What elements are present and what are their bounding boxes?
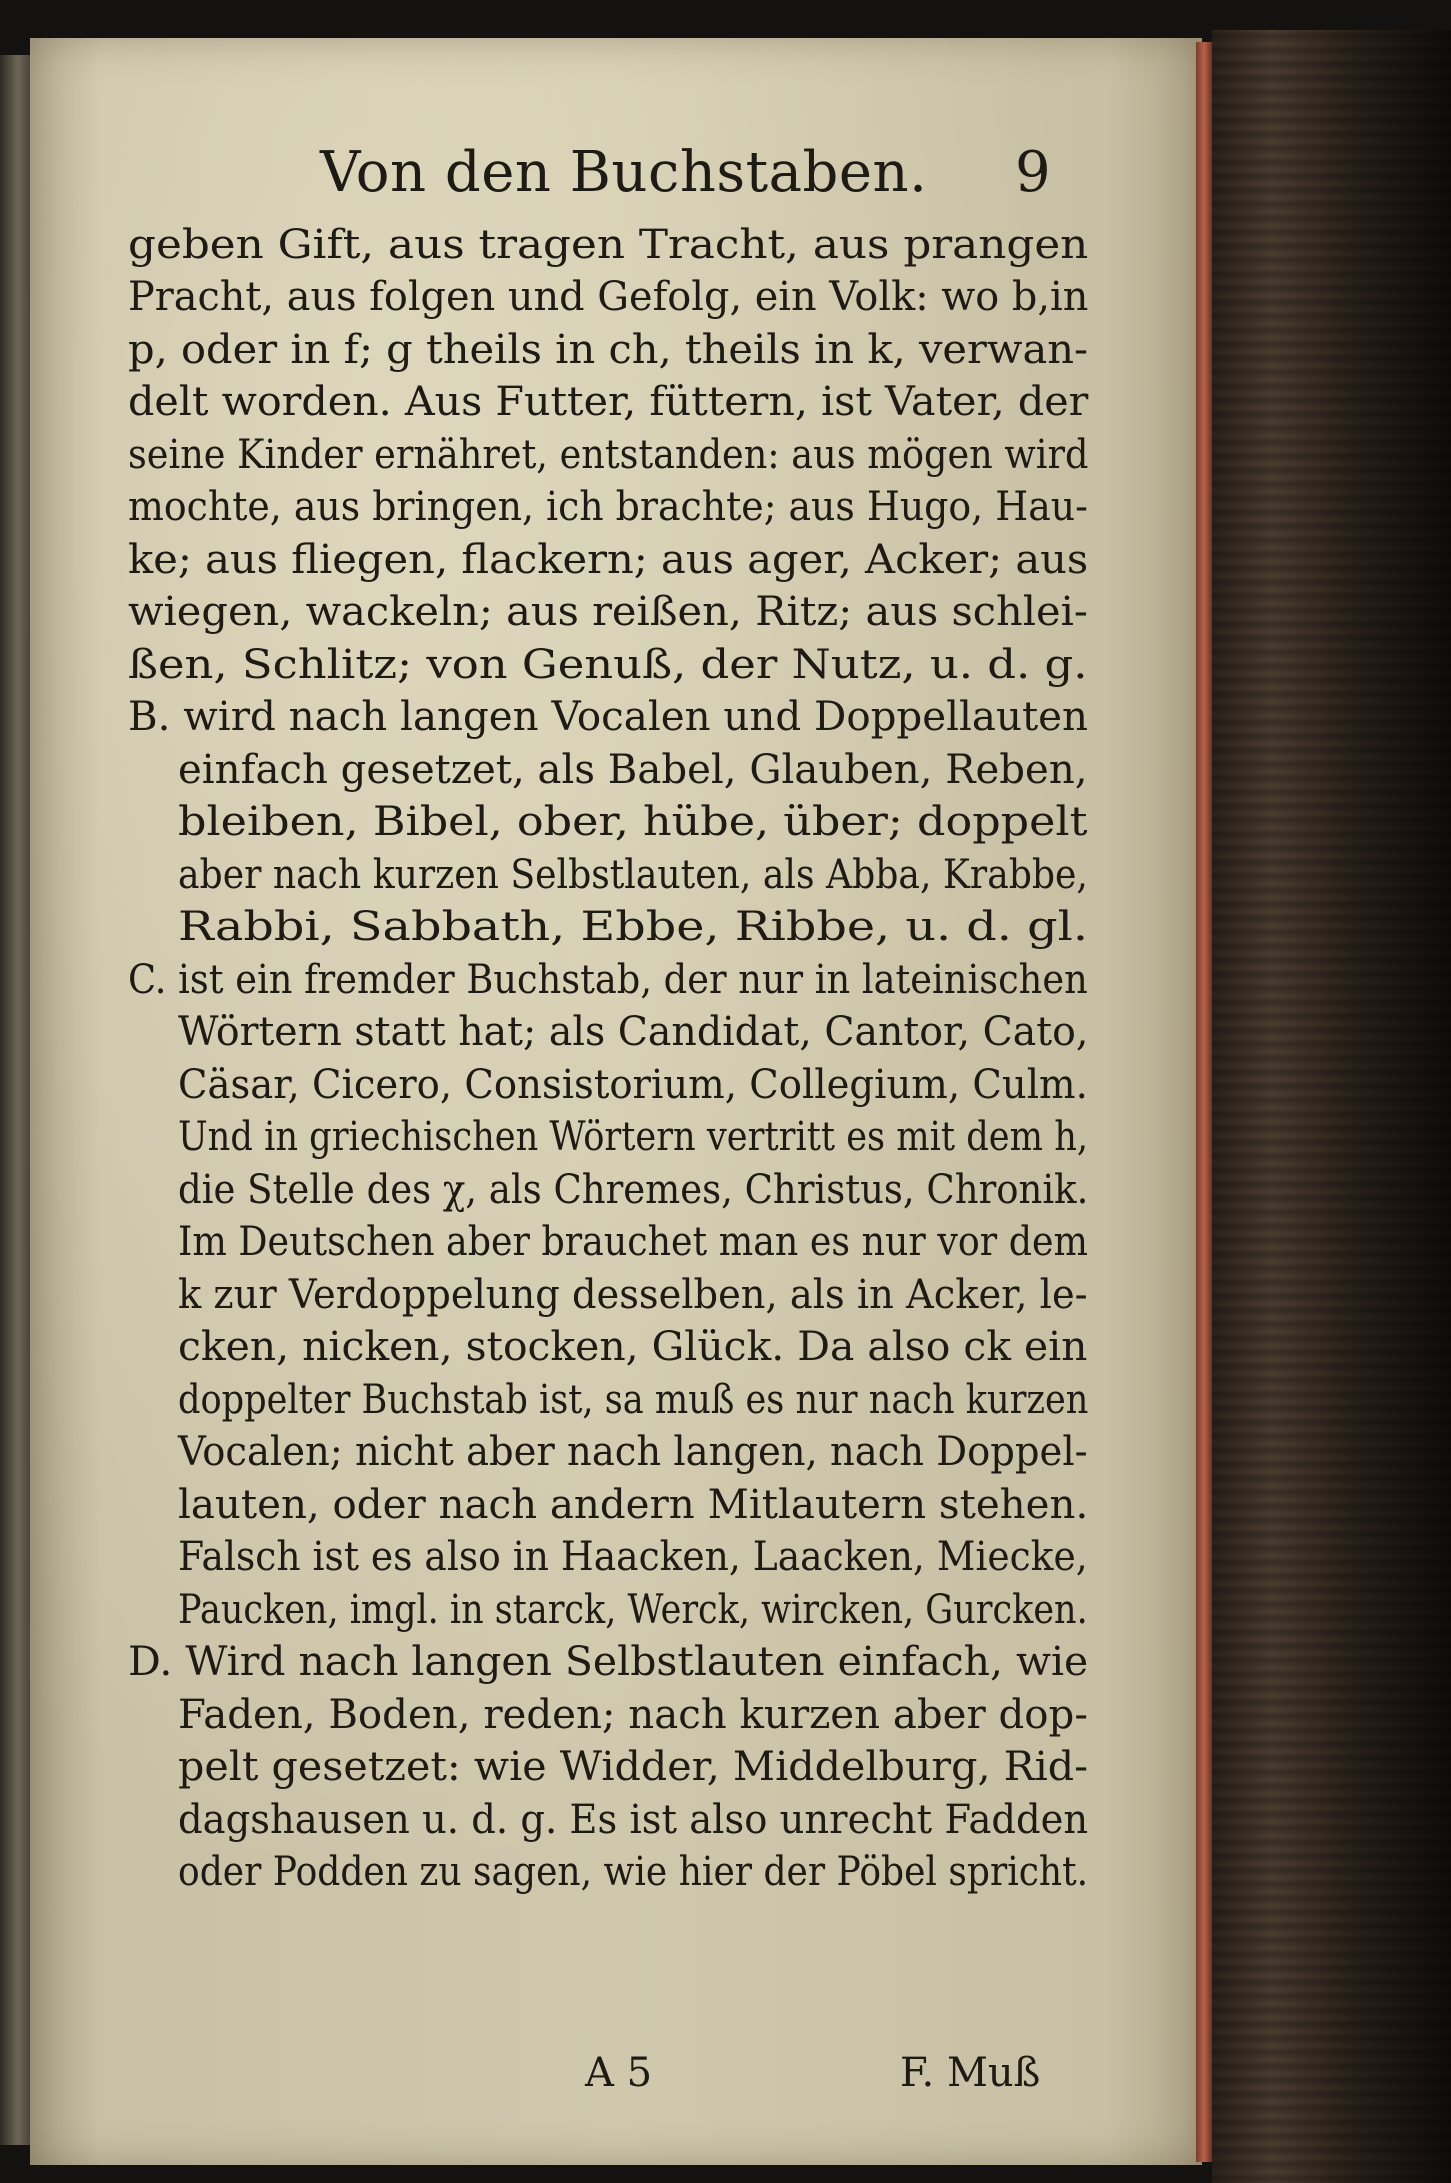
running-head <box>30 138 1202 218</box>
book-binding <box>1212 30 1451 2183</box>
text-line: doppelter Buchstab ist, sa muß es nur nach kurzen <box>178 1377 1089 1423</box>
text-line: ke; aus fliegen, flackern; aus ager, Acker; aus <box>128 537 1089 583</box>
text-line: bleiben, Bibel, ober, hübe, über; doppelt <box>178 799 1088 845</box>
page <box>30 38 1202 2165</box>
text-line: die Stelle des χ, als Chremes, Christus, Chronik. <box>178 1167 1089 1213</box>
catchword: F. Muß <box>900 2050 1041 2096</box>
text-line: Paucken, imgl. in starck, Werck, wircken, Gurcken. <box>178 1587 1088 1633</box>
page-footer <box>30 2048 1202 2108</box>
text-line: ßen, Schlitz; von Genuß, der Nutz, u. d. g. <box>128 642 1088 688</box>
text-line: Im Deutschen aber brauchet man es nur vor dem <box>178 1219 1089 1265</box>
text-line: mochte, aus bringen, ich brachte; aus Hugo, Hau- <box>128 484 1088 530</box>
page-edge <box>1196 42 1212 2162</box>
text-line: Rabbi, Sabbath, Ebbe, Ribbe, u. d. gl. <box>178 904 1088 950</box>
text-line: geben Gift, aus tragen Tracht, aus prangen <box>128 222 1089 268</box>
text-line: lauten, oder nach andern Mitlautern stehen. <box>178 1482 1089 1528</box>
text-line: pelt gesetzet: wie Widder, Middelburg, Rid- <box>178 1744 1089 1790</box>
text-line: Und in griechischen Wörtern vertritt es mit dem h, <box>178 1114 1089 1160</box>
text-line: einfach gesetzet, als Babel, Glauben, Reben, <box>178 747 1088 793</box>
text-line: cken, nicken, stocken, Glück. Da also ck ein <box>178 1324 1088 1370</box>
text-line: aber nach kurzen Selbstlauten, als Abba, Krabbe, <box>178 852 1088 898</box>
text-line: Vocalen; nicht aber nach langen, nach Doppel- <box>178 1429 1088 1475</box>
text-line: Pracht, aus folgen und Gefolg, ein Volk: wo b,in <box>128 274 1089 320</box>
page-text-block <box>30 38 1202 2165</box>
text-line: C. ist ein fremder Buchstab, der nur in lateinischen <box>128 957 1088 1003</box>
previous-page-edge <box>0 55 30 2145</box>
text-line: Falsch ist es also in Haacken, Laacken, Miecke, <box>178 1534 1088 1580</box>
page-title: Von den Buchstaben. <box>320 140 928 205</box>
signature-mark: A 5 <box>585 2050 653 2096</box>
text-line: D. Wird nach langen Selbstlauten einfach, wie <box>128 1639 1089 1685</box>
text-line: k zur Verdoppelung desselben, als in Acker, le- <box>178 1272 1088 1318</box>
text-line: Wörtern statt hat; als Candidat, Cantor, Cato, <box>178 1009 1089 1055</box>
text-line: B. wird nach langen Vocalen und Doppellauten <box>128 694 1089 740</box>
text-line: wiegen, wackeln; aus reißen, Ritz; aus schlei- <box>128 589 1088 635</box>
text-line: seine Kinder ernähret, entstanden: aus mögen wird <box>128 432 1089 478</box>
text-line: dagshausen u. d. g. Es ist also unrecht Fadden <box>178 1797 1089 1843</box>
text-line: Cäsar, Cicero, Consistorium, Collegium, Culm. <box>178 1062 1088 1108</box>
text-line: Faden, Boden, reden; nach kurzen aber dop- <box>178 1692 1088 1738</box>
text-line: oder Podden zu sagen, wie hier der Pöbel spricht. <box>178 1849 1089 1895</box>
text-line: delt worden. Aus Futter, füttern, ist Vater, der <box>128 379 1089 425</box>
text-line: p, oder in f; g theils in ch, theils in k, verwan- <box>128 327 1089 373</box>
page-number: 9 <box>1015 140 1051 205</box>
